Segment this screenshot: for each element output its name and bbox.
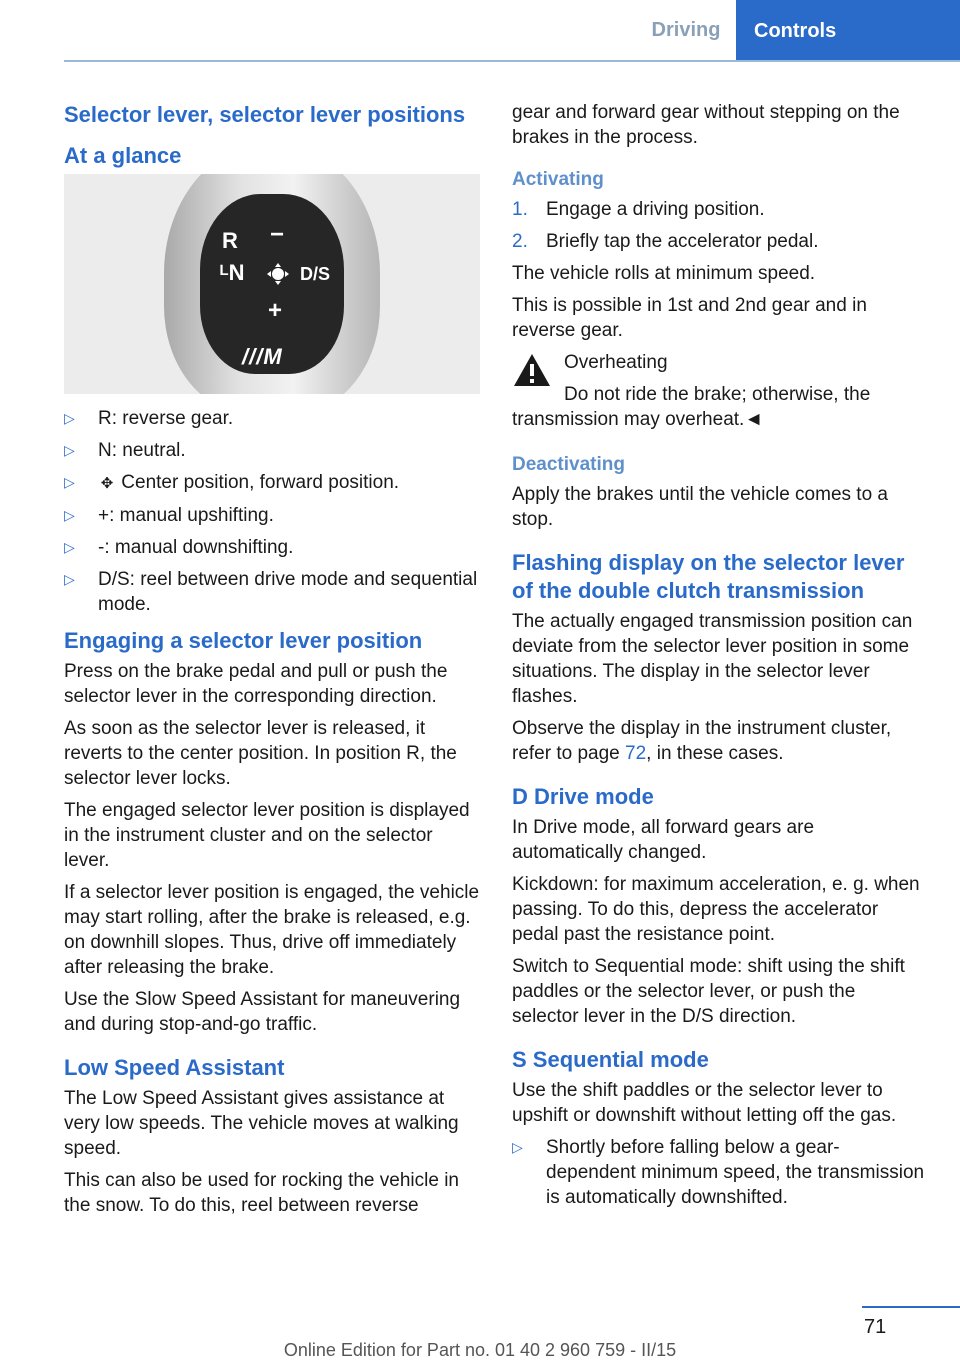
heading-activating: Activating	[512, 169, 604, 190]
paragraph: Use the shift paddles or the selector lever to upshift or downshift without letting off the gas.	[512, 1080, 897, 1126]
list-item: ▷ +: manual upshifting.	[64, 505, 274, 526]
bullet-icon: ▷	[64, 410, 75, 426]
paragraph: Use the Slow Speed Assistant for maneuvering and during stop-and-go traffic.	[64, 989, 461, 1035]
section-title: Selector lever, selector lever positions	[64, 102, 466, 127]
warning-box	[512, 350, 926, 432]
paragraph: Kickdown: for maximum acceleration, e. g. when passing. To do this, depress the accelerator pedal past the resistance point.	[512, 874, 920, 945]
paragraph: This is possible in 1st and 2nd gear and in reverse gear.	[512, 295, 867, 341]
lever-label-plus: +	[268, 297, 283, 324]
warning-text: Do not ride the brake; otherwise, the transmission may overheat.◄	[512, 384, 871, 430]
paragraph: gear and forward gear without stepping on the brakes in the process.	[512, 102, 900, 148]
header-tab-driving: Driving	[651, 18, 721, 41]
paragraph: Switch to Sequential mode: shift using the shift paddles or the selector lever, or push the selector lever in the D/S direction.	[512, 956, 905, 1027]
bullet-icon: ▷	[64, 474, 75, 490]
warning-title: Overheating	[564, 352, 668, 373]
center-position-icon: ✥	[100, 475, 114, 492]
page-number: 71	[864, 1316, 887, 1338]
list-item: ▷ D/S: reel between drive mode and sequential mode.	[64, 569, 478, 615]
warning-icon	[512, 352, 552, 388]
heading-low-speed-assistant: Low Speed Assistant	[64, 1055, 285, 1080]
lever-label-minus: −	[270, 221, 285, 248]
page-link[interactable]: 72	[625, 743, 647, 764]
header-tab-controls: Controls	[736, 0, 960, 62]
bullet-icon: ▷	[64, 539, 75, 555]
lever-knob-face	[200, 194, 344, 374]
bullet-icon: ▷	[64, 507, 75, 523]
paragraph: Observe the display in the instrument cluster, refer to page 72, in these cases.	[512, 718, 892, 764]
footer-rule	[862, 1306, 960, 1308]
paragraph: The vehicle rolls at minimum speed.	[512, 263, 816, 284]
paragraph: If a selector lever position is engaged, the vehicle may start rolling, after the brake is released, e.g. on downhill slopes. Thus, drive off immediately after releasing the brake.	[64, 882, 480, 978]
list-item: ▷ Shortly before falling below a gear-dependent minimum speed, the transmission is automatically downshifted.	[512, 1137, 925, 1208]
right-column	[512, 100, 926, 1220]
list-item: ▷ R: reverse gear.	[64, 408, 234, 429]
bullet-icon: ▷	[64, 571, 75, 587]
left-column	[64, 100, 480, 1225]
paragraph: Apply the brakes until the vehicle comes to a stop.	[512, 484, 888, 530]
bullet-icon: ▷	[512, 1139, 523, 1155]
heading-drive-mode: D Drive mode	[512, 784, 654, 809]
center-position-icon	[266, 262, 290, 286]
activating-steps	[512, 197, 926, 254]
m-logo: ///M	[242, 344, 283, 369]
lever-label-ds: D/S	[300, 264, 331, 284]
paragraph: Press on the brake pedal and pull or push the selector lever in the corresponding direction.	[64, 661, 448, 707]
sequential-list	[512, 1135, 926, 1210]
list-item: ▷ N: neutral.	[64, 440, 186, 461]
heading-sequential-mode: S Sequential mode	[512, 1047, 709, 1072]
list-item: 2. Briefly tap the accelerator pedal.	[512, 231, 819, 252]
footer-edition: Online Edition for Part no. 01 40 2 960 759 - II/15	[283, 1340, 677, 1360]
heading-flashing-display: Flashing display on the selector lever of the double clutch transmission	[512, 550, 905, 603]
subsection-at-a-glance: At a glance	[64, 143, 182, 168]
list-item: ▷ -: manual downshifting.	[64, 537, 294, 558]
paragraph: The actually engaged transmission position can deviate from the selector lever position in some situations. The display in the selector lever flashes.	[512, 611, 913, 707]
positions-list	[64, 406, 480, 617]
list-item: 1. Engage a driving position.	[512, 199, 765, 220]
paragraph: This can also be used for rocking the vehicle in the snow. To do this, reel between reverse	[64, 1170, 459, 1216]
heading-engaging: Engaging a selector lever position	[64, 628, 423, 653]
bullet-icon: ▷	[64, 442, 75, 458]
list-item: ▷ ✥ Center position, forward position.	[64, 470, 480, 496]
paragraph: The engaged selector lever position is displayed in the instrument cluster and on the selector lever.	[64, 800, 470, 871]
paragraph: The Low Speed Assistant gives assistance at very low speeds. The vehicle moves at walking speed.	[64, 1088, 459, 1159]
lever-label-n: ᴸN	[220, 260, 245, 285]
selector-lever-figure	[64, 174, 480, 394]
paragraph: In Drive mode, all forward gears are automatically changed.	[512, 817, 815, 863]
heading-deactivating: Deactivating	[512, 454, 625, 475]
header-rule	[64, 60, 960, 62]
lever-label-r: R	[222, 228, 238, 253]
paragraph: As soon as the selector lever is released, it reverts to the center position. In position R, the selector lever locks.	[64, 718, 457, 789]
